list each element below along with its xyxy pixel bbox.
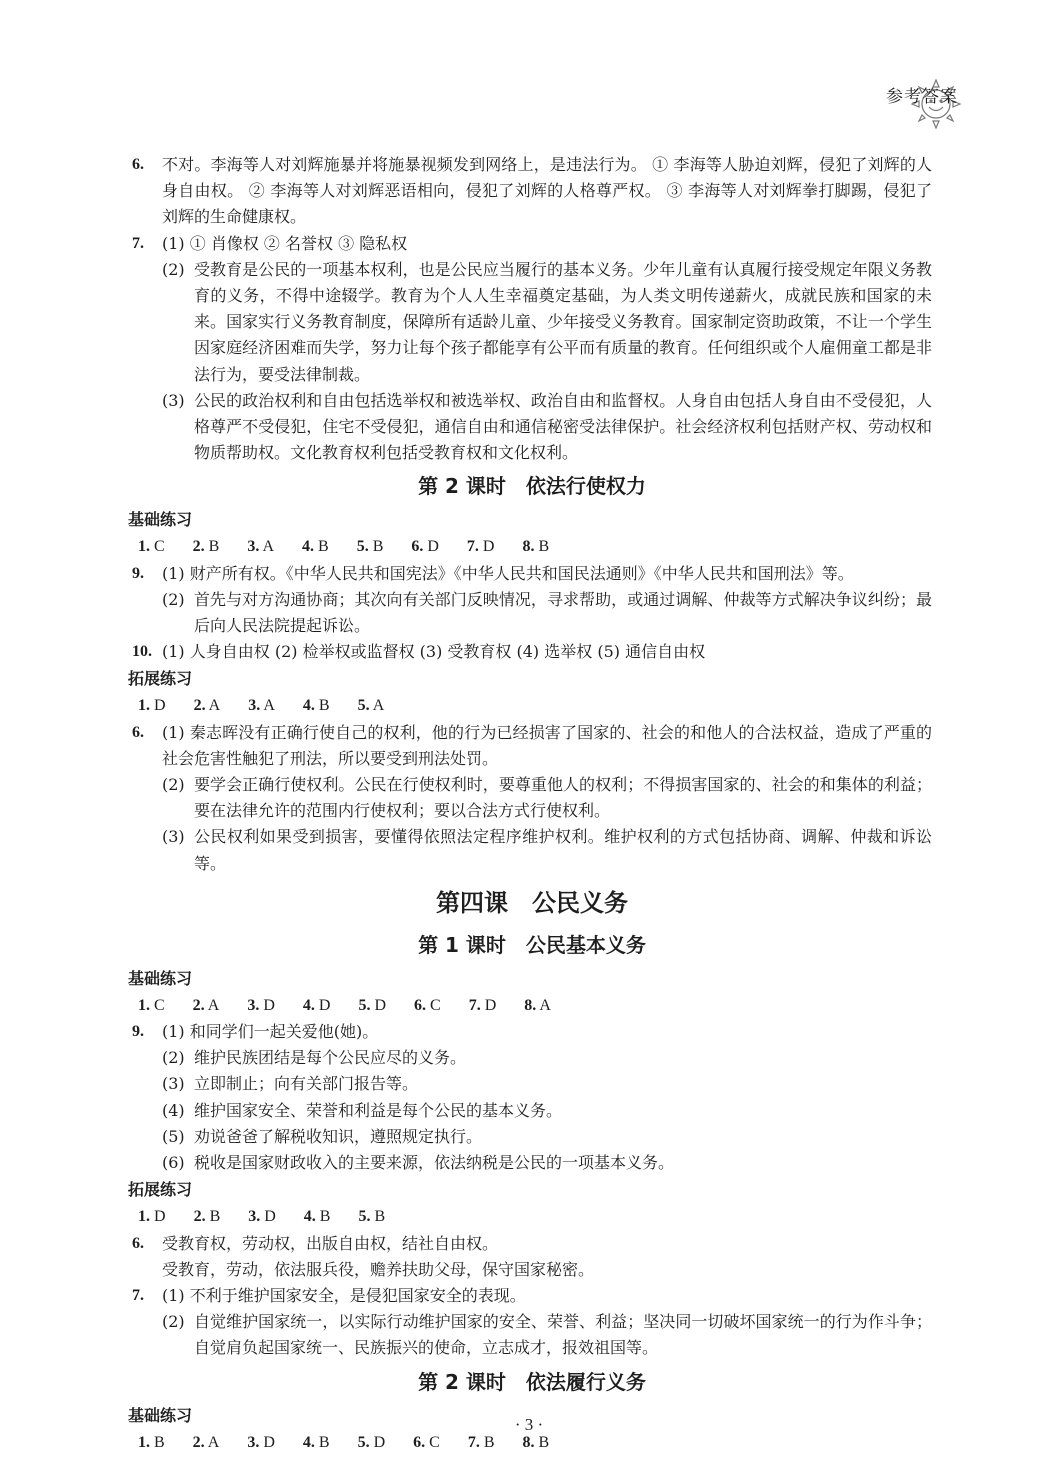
class-period-heading: 第 1 课时 公民基本义务 (418, 932, 646, 957)
choice-answer (303, 992, 331, 1019)
choice-number: 2. (192, 538, 205, 556)
choice-answer (193, 992, 220, 1019)
sub-answer-text: 自觉维护国家统一，以实际行动维护国家的安全、荣誉、利益；坚决同一切破坏国家统一的行为作斗争；自觉肩负起国家统一、民族振兴的使命，立志成才，报效祖国等。 (194, 1312, 932, 1358)
choice-letter: B (479, 1433, 495, 1451)
sub-answer (162, 1124, 932, 1150)
choice-letter: D (259, 996, 275, 1014)
choice-number: 3. (248, 1208, 261, 1226)
sub-answer-number: (3) (162, 827, 185, 847)
question-number: 6. (132, 1234, 144, 1252)
question-answer: (1) 人身自由权 (2) 检举权或监督权 (3) 受教育权 (4) 选举权 (5) 通信自由权 (162, 642, 706, 662)
choice-number: 2. (192, 996, 205, 1014)
choice-letter: A (205, 697, 221, 715)
question-number: 6. (132, 156, 144, 173)
choice-number: 6. (414, 996, 427, 1014)
choice-answer (138, 533, 165, 560)
choice-letter: B (534, 538, 550, 556)
choice-number: 5. (357, 1433, 370, 1451)
sub-answer-text: 公民的政治权利和自由包括选举权和被选举权、政治自由和监督权。人身自由包括人身自由不受侵犯，人格尊严不受侵犯，住宅不受侵犯，通信自由和通信秘密受法律保护。社会经济权利包括财产权、劳动权和物质帮助权。文化教育权利包括受教育权和文化权利。 (194, 390, 932, 463)
sub-answer-text: 受教育是公民的一项基本权利，也是公民应当履行的基本义务。少年儿童有认真履行接受规定年限义务教育的义务，不得中途辍学。教育为个人人生幸福奠定基础，为人类文明传递薪火，成就民族和国家的未来。国家实行义务教育制度，保障所有适龄儿童、少年接受义务教育。国家制定资助政策，不让一个学生因家庭经济困难而失学，努力让每个孩子都能享有公平而有质量的教育。任何组织或个人雇佣童工都是非法行为，要受法律制裁。 (194, 259, 932, 384)
choice-answers-row (132, 533, 932, 560)
sub-answer-text: 维护民族团结是每个公民应尽的义务。 (194, 1048, 467, 1068)
section-heading: 基础练习 (128, 510, 193, 530)
choice-answer (467, 533, 495, 560)
sub-answer-text: 维护国家安全、荣誉和利益是每个公民的基本义务。 (194, 1100, 563, 1120)
choice-letter: C (150, 996, 165, 1014)
sub-answer-number: (5) (162, 1126, 185, 1146)
choice-answer (304, 1203, 331, 1230)
question-number: 9. (132, 564, 144, 582)
question-item (132, 231, 932, 257)
question-answer: (1) 和同学们一起关爱他(她)。 (162, 1022, 379, 1042)
page-header (886, 82, 958, 107)
choice-answer (524, 992, 551, 1019)
choice-answer (414, 992, 441, 1019)
choice-letter: A (536, 996, 551, 1014)
sub-answer-number: (4) (162, 1100, 185, 1120)
choice-letter: B (205, 1208, 221, 1226)
sub-answer-number: (3) (162, 390, 185, 410)
question-answer: (1) ① 肖像权 ② 名誉权 ③ 隐私权 (162, 233, 408, 253)
question-number: 7. (132, 234, 144, 252)
question-answer: (1) 秦志晖没有正确行使自己的权利，他的行为已经损害了国家的、社会的和他人的合法权益，造成了严重的社会危害性触犯了刑法，所以要受到刑法处罚。 (162, 722, 932, 768)
choice-answer (138, 692, 166, 719)
choice-answer (247, 992, 275, 1019)
header-label: 参考答案 (886, 87, 958, 107)
choice-letter: D (260, 1208, 276, 1226)
question-item (132, 639, 932, 665)
choice-letter: D (150, 1208, 166, 1226)
question-item (132, 1019, 932, 1045)
choice-number: 7. (467, 1433, 480, 1451)
choice-letter: C (426, 996, 441, 1014)
choice-answer (302, 533, 329, 560)
question-item (132, 561, 932, 587)
choice-number: 5. (358, 996, 371, 1014)
choice-letter: B (314, 1433, 330, 1451)
section-heading: 基础练习 (128, 968, 193, 988)
sub-answer-number: (2) (162, 1048, 185, 1068)
section-heading: 基础练习 (128, 1405, 193, 1425)
sub-answer (162, 772, 932, 824)
choice-answer (358, 992, 386, 1019)
choice-letter: B (534, 1433, 550, 1451)
sub-answer-number: (2) (162, 775, 185, 795)
choice-letter: D (423, 538, 439, 556)
class-period-heading: 第 2 课时 依法行使权力 (418, 474, 646, 499)
choice-answer (303, 692, 330, 719)
choice-letter: D (480, 996, 497, 1014)
question-item (132, 152, 932, 231)
choice-letter: D (259, 1433, 275, 1451)
choice-number: 1. (138, 1433, 150, 1451)
choice-answer (358, 1203, 385, 1230)
sub-answer (162, 388, 932, 467)
choice-letter: B (204, 538, 220, 556)
choice-number: 1. (138, 538, 150, 556)
choice-answer (248, 692, 275, 719)
choice-answer (193, 533, 220, 560)
choice-answer (357, 533, 384, 560)
question-number: 10. (132, 643, 152, 661)
sub-answer-text: 劝说爸爸了解税收知识，遵照规定执行。 (194, 1126, 483, 1146)
choice-number: 4. (302, 538, 315, 556)
choice-answer (469, 992, 497, 1019)
choice-answer (138, 1203, 166, 1230)
question-number: 6. (132, 723, 144, 741)
choice-number: 5. (356, 538, 369, 556)
question-number: 9. (132, 1023, 144, 1041)
sub-answer (162, 1045, 932, 1071)
question-answer: (1) 财产所有权。《中华人民共和国宪法》《中华人民共和国民法通则》《中华人民共和国刑法》等。 (162, 563, 854, 583)
choice-letter: A (369, 697, 385, 715)
question-number: 7. (132, 1286, 144, 1304)
continuation-text: 受教育，劳动，依法服兵役，赡养扶助父母，保守国家秘密。 (162, 1259, 595, 1279)
question-answer: 受教育权，劳动权，出版自由权，结社自由权。 (162, 1233, 499, 1253)
question-item (132, 1231, 932, 1257)
sub-answer-number: (2) (162, 259, 185, 279)
choice-number: 8. (522, 1433, 535, 1451)
lesson-heading: 第四课 公民义务 (436, 888, 628, 917)
choice-answers-row (132, 692, 932, 719)
choice-letter: C (150, 538, 165, 556)
choice-number: 4. (302, 1433, 315, 1451)
choice-letter: C (425, 1433, 440, 1451)
choice-answer (194, 1203, 221, 1230)
page-number: · 3 · (514, 1415, 544, 1434)
choice-number: 7. (466, 538, 479, 556)
choice-answer (138, 992, 165, 1019)
choice-answers-row (132, 1203, 932, 1230)
choice-letter: B (370, 1208, 386, 1226)
sub-answer-number: (6) (162, 1153, 185, 1173)
choice-letter: B (314, 697, 330, 715)
choice-number: 6. (413, 1433, 426, 1451)
choice-number: 2. (192, 1433, 205, 1451)
class-period-heading: 第 2 课时 依法履行义务 (418, 1369, 646, 1394)
sub-answer (162, 1309, 932, 1361)
sub-answer-text: 公民权利如果受到损害，要懂得依照法定程序维护权利。维护权利的方式包括协商、调解、仲裁和诉讼等。 (194, 827, 932, 873)
choice-letter: D (369, 1433, 386, 1451)
choice-number: 2. (193, 1208, 206, 1226)
choice-letter: D (150, 697, 166, 715)
choice-letter: B (368, 538, 384, 556)
choice-letter: D (314, 996, 331, 1014)
sub-answer (162, 587, 932, 639)
sub-answer-number: (3) (162, 1074, 185, 1094)
sub-answer (162, 824, 932, 876)
question-answer: (1) 不利于维护国家安全，是侵犯国家安全的表现。 (162, 1285, 526, 1305)
sub-answer (162, 1098, 932, 1124)
sub-answer (162, 257, 932, 388)
sub-answer (162, 1071, 932, 1097)
choice-letter: A (204, 1433, 220, 1451)
choice-number: 6. (411, 538, 424, 556)
choice-letter: A (260, 697, 275, 715)
choice-answer (411, 533, 439, 560)
choice-answer (194, 692, 221, 719)
question-answer: 不对。李海等人对刘辉施暴并将施暴视频发到网络上，是违法行为。 ① 李海等人胁迫刘辉，侵犯了刘辉的人身自由权。 ② 李海等人对刘辉恶语相向，侵犯了刘辉的人格尊严权。 ③ 李海等人对刘辉拳打脚踢，侵犯了刘辉的生命健康权。 (162, 155, 932, 227)
sub-answer-number: (2) (162, 1312, 185, 1332)
choice-number: 4. (302, 697, 315, 715)
question-item (132, 720, 932, 772)
choice-number: 7. (468, 996, 481, 1014)
choice-number: 1. (138, 1208, 150, 1226)
sub-answer-text: 立即制止；向有关部门报告等。 (194, 1074, 419, 1094)
choice-number: 1. (138, 996, 150, 1014)
question-item (132, 1283, 932, 1309)
sub-answer-text: 税收是国家财政收入的主要来源，依法纳税是公民的一项基本义务。 (194, 1153, 675, 1173)
choice-number: 3. (248, 697, 261, 715)
choice-letter: D (478, 538, 495, 556)
choice-number: 8. (522, 538, 535, 556)
choice-answer (358, 692, 385, 719)
choice-number: 1. (138, 697, 150, 715)
choice-number: 3. (247, 1433, 260, 1451)
choice-letter: A (204, 996, 220, 1014)
choice-number: 8. (524, 996, 537, 1014)
choice-answer (522, 533, 549, 560)
choice-answer (247, 533, 274, 560)
choice-letter: A (259, 538, 275, 556)
section-heading: 拓展练习 (128, 1180, 193, 1200)
sub-answer (162, 1150, 932, 1176)
choice-letter: B (315, 1208, 331, 1226)
sub-answer-number: (2) (162, 589, 185, 609)
choice-answers-row (132, 992, 932, 1019)
choice-number: 5. (357, 697, 370, 715)
choice-number: 4. (303, 1208, 316, 1226)
choice-number: 2. (193, 697, 206, 715)
sub-answer-text: 首先与对方沟通协商；其次向有关部门反映情况，寻求帮助，或通过调解、仲裁等方式解决争议纠纷；最后向人民法院提起诉讼。 (194, 589, 932, 636)
choice-letter: B (314, 538, 329, 556)
choice-letter: B (150, 1433, 165, 1451)
answer-continuation (162, 1257, 932, 1283)
choice-number: 4. (302, 996, 315, 1014)
choice-number: 3. (247, 538, 260, 556)
answer-content (128, 152, 932, 1456)
sub-answer-text: 要学会正确行使权利。公民在行使权利时，要尊重他人的权利；不得损害国家的、社会的和集体的利益；要在法律允许的范围内行使权利；要以合法方式行使权利。 (194, 775, 932, 821)
choice-number: 3. (247, 996, 260, 1014)
choice-number: 5. (358, 1208, 371, 1226)
choice-letter: D (370, 996, 387, 1014)
choice-answer (248, 1203, 276, 1230)
section-heading: 拓展练习 (128, 669, 193, 689)
